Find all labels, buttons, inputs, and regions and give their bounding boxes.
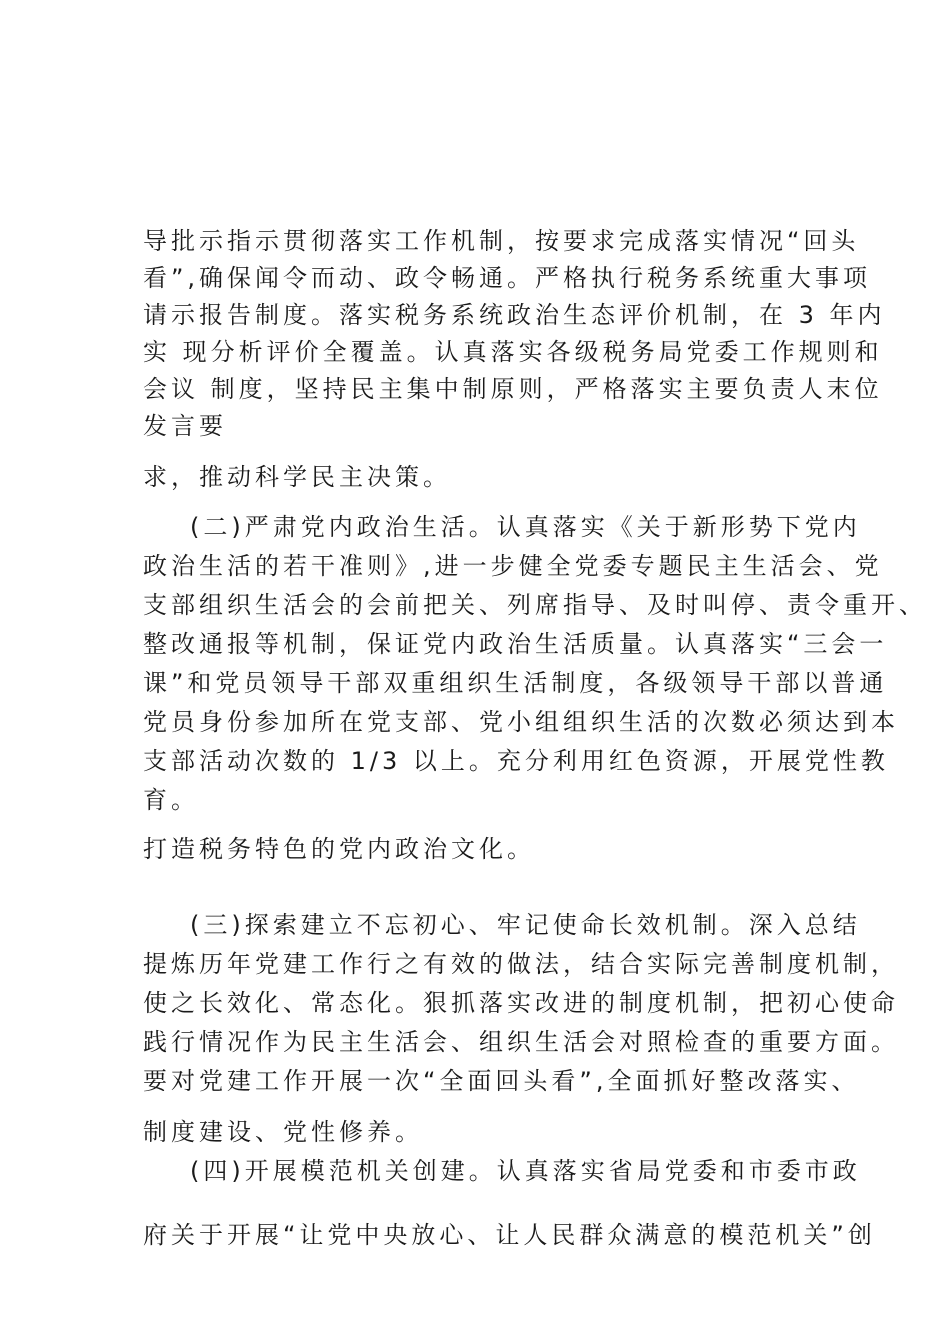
text-line: 提炼历年党建工作行之有效的做法，结合实际完善制度机制， bbox=[143, 950, 899, 978]
text-line: 支部组织生活会的会前把关、列席指导、及时叫停、责令重开、 bbox=[143, 591, 927, 619]
text-line: 制度建设、党性修养。 bbox=[143, 1118, 423, 1146]
text-line: 发言要 bbox=[143, 412, 227, 440]
paragraph-first-line: (三)探索建立不忘初心、牢记使命长效机制。深入总结 bbox=[190, 911, 861, 939]
text-line: 府关于开展“让党中央放心、让人民群众满意的模范机关”创 bbox=[143, 1221, 876, 1249]
text-line: 要对党建工作开展一次“全面回头看”,全面抓好整改落实、 bbox=[143, 1067, 860, 1095]
text-line: 践行情况作为民主生活会、组织生活会对照检查的重要方面。 bbox=[143, 1028, 899, 1056]
text-line: 政治生活的若干准则》,进一步健全党委专题民主生活会、党 bbox=[143, 552, 883, 580]
paragraph-first-line: (二)严肃党内政治生活。认真落实《关于新形势下党内 bbox=[190, 513, 861, 541]
text-line: 课”和党员领导干部双重组织生活制度，各级领导干部以普通 bbox=[143, 669, 888, 697]
text-line: 会议 制度，坚持民主集中制原则，严格落实主要负责人末位 bbox=[143, 375, 883, 403]
text-line: 看”,确保闻令而动、政令畅通。严格执行税务系统重大事项 bbox=[143, 264, 872, 292]
text-line: 求，推动科学民主决策。 bbox=[143, 463, 451, 491]
text-line: 导批示指示贯彻落实工作机制，按要求完成落实情况“回头 bbox=[143, 227, 860, 255]
text-line: 使之长效化、常态化。狠抓落实改进的制度机制，把初心使命 bbox=[143, 989, 899, 1017]
text-line: 支部活动次数的 1/3 以上。充分利用红色资源，开展党性教 bbox=[143, 747, 889, 775]
text-line: 育。 bbox=[143, 786, 199, 814]
text-line: 打造税务特色的党内政治文化。 bbox=[143, 835, 535, 863]
text-line: 整改通报等机制，保证党内政治生活质量。认真落实“三会一 bbox=[143, 630, 888, 658]
text-line: 请示报告制度。落实税务系统政治生态评价机制，在 3 年内 bbox=[143, 301, 886, 329]
paragraph-first-line: (四)开展模范机关创建。认真落实省局党委和市委市政 bbox=[190, 1157, 861, 1185]
text-line: 实 现分析评价全覆盖。认真落实各级税务局党委工作规则和 bbox=[143, 338, 883, 366]
text-line: 党员身份参加所在党支部、党小组组织生活的次数必须达到本 bbox=[143, 708, 899, 736]
